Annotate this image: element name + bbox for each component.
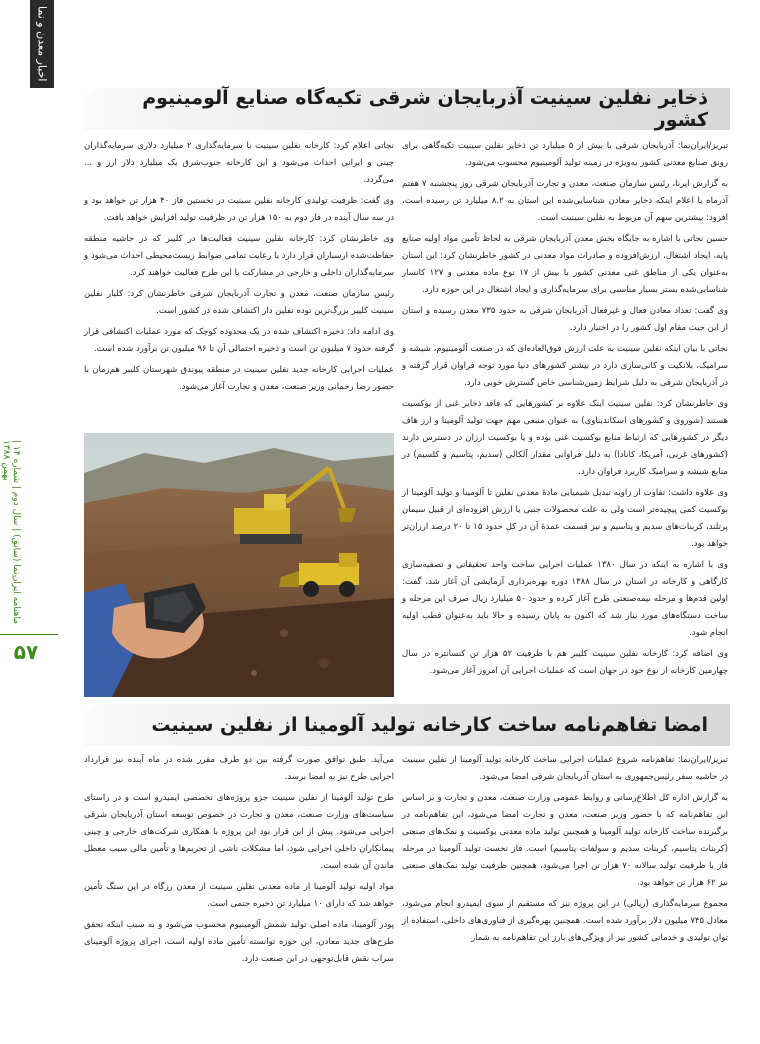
paragraph: وی علاوه داشت: تفاوت از زاویه تبدیل شیمیایی مادهٔ معدنی نفلین تا آلومینا و تولید آلومینا از بوکسیت کمی پیچیده‌تر است ولی به علت محصولات جنبی یا ارزش افزوده‌ای از قبیل سیمان پرتلند، کربنات‌های سدیم و پتاسیم و نیز قسمت عمدهٔ آن در کل حدود ۱۵ تا ۲۰ درصد ارزان‌تر خواهد بود.	[402, 488, 728, 549]
mining-photo-illustration	[84, 433, 394, 697]
paragraph: رئیس سازمان صنعت، معدن و تجارت آذربایجان شرقی خاطرنشان کرد: کلبار نفلین سینیت کلیبر بزرگ‌ترین توده نفلین دار اکتشاف شده در کشور است.	[84, 289, 394, 316]
paragraph: وی گفت: تعداد معادن فعال و غیرفعال آذربایجان شرقی به حدود ۷۳۵ معدن رسیده و استان از این حیث مقام اول کشور را در اختیار دارد.	[402, 306, 728, 333]
article1-right-column	[402, 138, 728, 684]
paragraph: تبریز/ایران‌نما: آذربایجان شرقی با بیش از ۵ میلیارد تن ذخایر نفلین سینیت تکیه‌گاهی برای رونق صنایع معدنی کشور به‌ویژه در زمینه تولید آلومینیوم محسوب می‌شود.	[402, 141, 729, 168]
paragraph: مواد اولیه تولید آلومینا از ماده معدنی نفلین سینیت از معدن رزگاه در این سنگ تأمین خواهد شد که دارای ۱۰ میلیارد تن ذخیره حتمی است.	[84, 882, 394, 909]
paragraph: تبریز/ایران‌نما: تفاهم‌نامه شروع عملیات اجرایی ساخت کارخانه تولید آلومینا از نفلین سینیت در حاشیه سفر رئیس‌جمهوری به استان آذربایجان شرقی امضا می‌شود.	[402, 755, 728, 782]
paragraph: طرح تولید آلومینا از نفلین سینیت جزو پروژه‌های تخصصی ایمیدرو است و در راستای سیاست‌های وزارت صنعت، معدن و تجارت در خصوص توسعه استان آذربایجان شرقی اجرایی می‌شود. پیش از این قرار بود این پروژه با همکاری شرکت‌های خارجی و چینی پیمانکاران داخلی اجرایی شود، اما مشکلات ناشی از تحریم‌ها و تأمین مالی سبب معطل ماندن آن شده است.	[84, 793, 394, 871]
article1-title: ذخایر نفلین سینیت آذربایجان شرقی تکیه‌گاه صنایع آلومینیوم کشور	[142, 87, 708, 131]
page-number: ۵۷	[13, 640, 39, 664]
paragraph: عملیات اجرایی کارخانه جدید نفلین سینیت در منطقه پیوندق شهرستان کلیبر هم‌زمان با حضور رضا رحمانی وزیر صنعت، معدن و تجارت آغاز می‌شود.	[84, 365, 394, 392]
article2-left-column	[84, 752, 394, 972]
magazine-issue-line: ماهنامه ایران‌نما (سابق) | سال دوم | شماره ۱۴ | بهمن ۱۳۸۸	[1, 440, 21, 625]
article2-title-bar	[84, 704, 730, 746]
paragraph: حسین نجاتی با اشاره به جایگاه بخش معدن آذربایجان شرقی به لحاظ تأمین مواد اولیه صنایع پایه، ایجاد اشتغال، ارزش‌افزوده و صادرات مواد معدنی در کشور خاطرنشان کرد: این استان به‌عنوان یکی از مناطق غنی معدنی کشور با بیش از ۱۷ نوع ماده معدنی و ۱۲۷ کانسار شناسایی‌شده بستر بسیار مناسبی برای سرمایه‌گذاری و ایجاد اشتغال در این حوزه دارد.	[402, 234, 728, 295]
paragraph: به گزارش اداره کل اطلاع‌رسانی و روابط عمومی وزارت صنعت، معدن و تجارت و بر اساس این تفاهم‌نامه که با حضور وزیر صنعت، معدن و تجارت امضا می‌شود، این تفاهم‌نامه در برگیرنده ساخت کارخانه تولید آلومینا و همچنین تولید ماده معدنی بوکسیت و نمک‌های صنعتی (کربنات پتاسیم، کربنات سدیم و سولفات پتاسیم) است. فاز نخست تولید آلومینا در مرحله فاز با ظرفیت تولید سالانه ۷۰ هزار تن اجرا می‌شود، همچنین ظرفیت تولید نمک‌های صنعتی نیز ۶۲ هزار تن خواهد بود.	[402, 793, 728, 888]
section-label: اخبار معدن و نما	[30, 0, 54, 88]
paragraph: نجاتی اعلام کرد: کارخانه نفلین سینیت با سرمایه‌گذاری ۲ میلیارد دلاری سرمایه‌گذاران چینی و ایرانی احداث می‌شود و این کارخانه جنوب‌شرق یک میلیارد دلار ارز و ... می‌گردد.	[84, 141, 394, 185]
article2-title: امضا تفاهم‌نامه ساخت کارخانه تولید آلومینا از نفلین سینیت	[151, 714, 708, 736]
paragraph: پودر آلومینا، ماده اصلی تولید شمش آلومینیوم محسوب می‌شود و به سبب اینکه تحقق طرح‌های جدید معادن، این حوزه توانسته تأمین ماده اولیه است، اجرای پروژه آلومینای سراب نقش قابل‌توجهی در این صنعت دارد.	[84, 920, 394, 964]
paragraph: می‌آید. طبق توافق صورت گرفته بین دو طرف مقرر شده در ماه آینده نیز قرارداد اجرایی طرح نیز به امضا برسد.	[84, 755, 394, 782]
paragraph: وی اضافه کرد: کارخانه نفلین سینیت کلیبر هم با ظرفیت ۵۲ هزار تن کنسانتره در سال چهارمین کارخانه از نوع خود در جهان است که عملیات اجرایی آن امروز آغاز می‌شود.	[402, 649, 728, 676]
paragraph: وی خاطرنشان کرد: کارخانه نفلین سینیت فعالیت‌ها در کلیبر که در حاشیه منطقه حفاظت‌شده ارسباران قرار دارد با رعایت تمامی ضوابط زیست‌محیطی احداث می‌شود و سرمایه‌گذاران داخلی و خارجی در مشارکت با این طرح فعالیت خواهند کرد.	[84, 234, 394, 278]
article2-right-column	[402, 752, 728, 951]
paragraph: وی خاطرنشان کرد: نفلین سینیت اینک علاوه بر کشورهایی که فاقد ذخایر غنی از بوکسیت هستند (شوروی و کشورهای اسکاندیناوی) به عنوان منبعی مهم جهت تولید آلومینا و ارز هاف دیگر در کشورهایی که ارتباط منابع بوکسیت غنی بوده و یا بوکسیت ارزان در دسترس دارند (کشورهای غربی، آمریکا، کانادا) به دلیل فراوانی مقدار آلکالی (سدیم، پتاسیم و کلسیم) در منابع شیشه و سرامیک کاربرد فراوان دارد.	[402, 399, 728, 477]
paragraph: مجموع سرمایه‌گذاری (ریالی) در این پروژه نیز که مستقیم از سوی ایمیدرو انجام می‌شود، معادل ۷۴۵ میلیون دلار برآورد شده است. همچنین بهره‌گیری از فناوری‌های داخلی، استفاده از توان تولیدی و خدماتی کشور نیز از ویژگی‌های بارز این تفاهم‌نامه به شمار	[402, 899, 728, 943]
paragraph: وی با اشاره به اینکه در سال ۱۳۸۰ عملیات اجرایی ساخت واحد تحقیقاتی و تصفیه‌سازی کارگاهی و کارخانه در استان در سال ۱۳۸۸ دوره بهره‌برداری آزمایشی آن آغاز شد، گفت: اولین قدم‌ها و مرحله نیمه‌صنعتی طرح آغاز کرده و حدود ۵۰ میلیارد ریال صرف این مرحله و ساخت دستگاه‌های مورد نیاز شد که اکنون به پایان رسیده و حالا باید به‌عنوان قطب اولیه انجام شود.	[402, 560, 728, 638]
mining-photo	[84, 433, 394, 697]
article1-left-column	[84, 138, 394, 400]
paragraph: وی ادامه داد: ذخیره اکتشاف شده در یک محدوده کوچک که مورد عملیات اکتشافی قرار گرفته حدود ۷ میلیون تن است و ذخیره احتمالی آن تا ۹۶ میلیون تن برآورد شده است.	[84, 327, 394, 354]
paragraph: به گزارش ایرنا، رئیس سازمان صنعت، معدن و تجارت آذربایجان شرقی روز پنجشنبه ۷ هفتم آذرماه با اعلام اینکه ذخایر معادن شناسایی‌شده این استان به ۸.۲ میلیارد تن رسیده است، افزود: بیشترین سهم آن مربوط به نفلین سینیت است.	[402, 179, 728, 223]
paragraph: نجاتی با بیان اینکه نفلین سینیت به علت ارزش فوق‌العاده‌ای که در صنعت آلومینیوم، شیشه و سرامیک، بلانکیت و کانی‌سازی دارد در بیشتر کشورهای دنیا مورد توجه فراوان قرار گرفته و در آذربایجان شرقی به دلیل شرایط زمین‌شناسی خاص گسترش خوبی دارد.	[402, 344, 728, 388]
divider	[0, 634, 58, 635]
paragraph: وی گفت: ظرفیت تولیدی کارخانه نفلین سینیت در نخستین فاز ۴۰ هزار تن خواهد بود و در سه سال آینده در فاز دوم به ۱۵۰ هزار تن در ظرفیت تولید افزایش خواهد یافت.	[84, 196, 394, 223]
article1-title-bar	[84, 88, 730, 130]
